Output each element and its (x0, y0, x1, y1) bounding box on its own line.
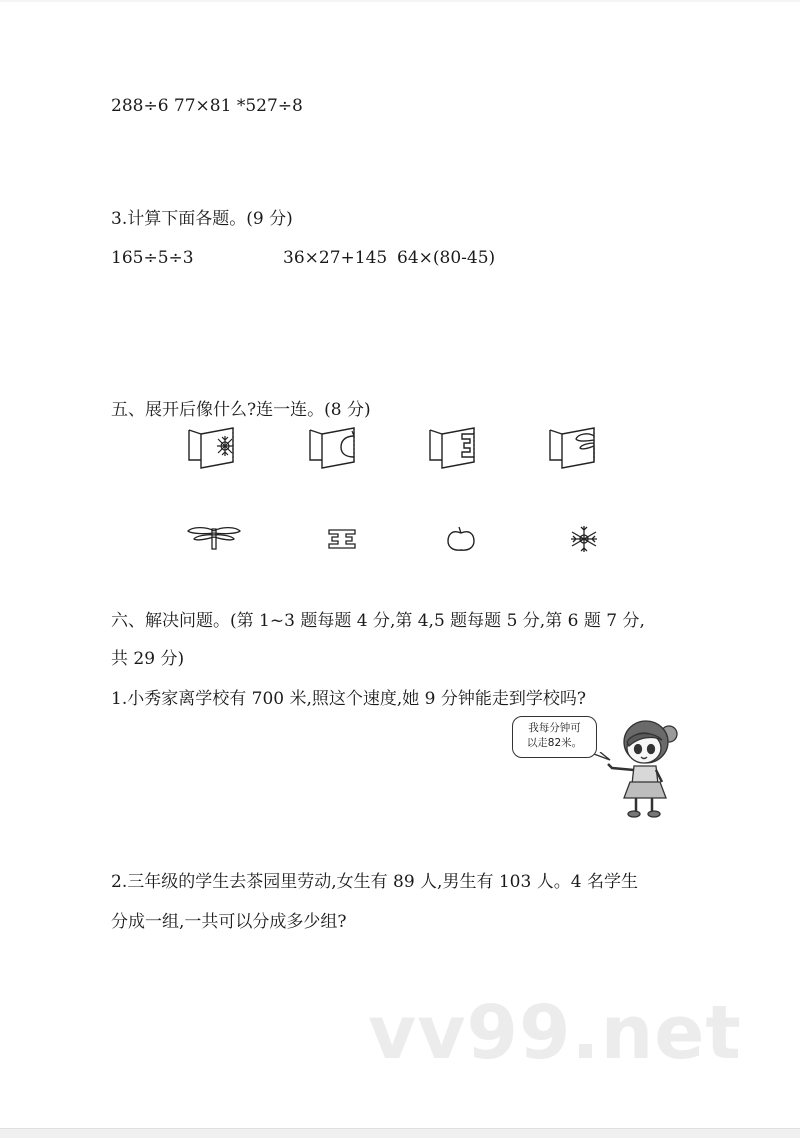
dragonfly-icon (186, 525, 242, 551)
previous-expressions: 288÷6 77×81 *527÷8 (111, 96, 303, 116)
apple-icon (446, 525, 476, 553)
question-2-line1: 2.三年级的学生去茶园里劳动,女生有 89 人,男生有 103 人。4 名学生 (111, 872, 638, 892)
speech-bubble-line2: 以走82米。 (526, 737, 583, 749)
folded-dragonfly-icon (548, 426, 606, 470)
section3-heading: 3.计算下面各题。(9 分) (111, 209, 293, 229)
folded-snowflake-icon (187, 426, 245, 470)
speech-bubble-line1: 我每分钟可 (528, 722, 581, 734)
snowflake-icon (568, 524, 600, 554)
section3-expression-1: 165÷5÷3 (111, 248, 194, 268)
question-2-line2: 分成一组,一共可以分成多少组? (111, 912, 347, 932)
section3-expression-3: 64×(80-45) (397, 248, 496, 268)
speech-bubble (512, 716, 597, 758)
question-1: 1.小秀家离学校有 700 米,照这个速度,她 9 分钟能走到学校吗? (111, 689, 587, 709)
section6-heading-line1: 六、解决问题。(第 1~3 题每题 4 分,第 4,5 题每题 5 分,第 6 题 7 分, (111, 611, 645, 631)
wang-character-icon (327, 528, 357, 550)
girl-illustration (596, 718, 688, 822)
section6-heading-line2: 共 29 分) (111, 649, 185, 669)
section5-heading: 五、展开后像什么?连一连。(8 分) (111, 400, 371, 420)
top-edge (0, 0, 800, 2)
folded-apple-icon (308, 426, 366, 470)
section3-expression-2: 36×27+145 (283, 248, 388, 268)
watermark: vv99.net (368, 990, 742, 1076)
folded-wang-icon (428, 426, 486, 470)
